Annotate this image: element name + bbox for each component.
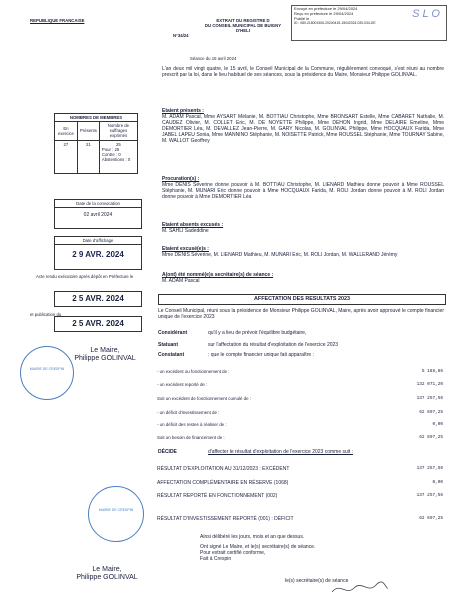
extract-line-3: D'HELI <box>236 28 250 34</box>
votes-total: 25 <box>116 141 121 147</box>
members-table-title: NOMBRES DE MEMBRES <box>55 114 138 122</box>
convocation-label: Date de la convocation <box>55 200 141 208</box>
considerant-text: qu'il y a lieu de prévoir l'équilibre budgétaire, <box>208 330 307 336</box>
statuant-text: sur l'affectation du résultat d'exploitation de l'exercice 2023 <box>208 342 339 348</box>
considerant-row <box>158 330 444 336</box>
result-value: 62 697,25 <box>419 410 443 415</box>
absent-text: Mme DENIS Séverine, M. LIENARD Mathieu, M. MUNARI Eric, M. ROLI Jordan, M. WALLERAND Jérémy <box>162 252 398 258</box>
affectation-title: AFFECTATION DES RESULTATS 2023 <box>254 296 350 302</box>
proxies-section <box>162 176 444 200</box>
final-value: 137 257,56 <box>416 466 443 471</box>
result-row-5 <box>157 422 443 427</box>
result-row-3 <box>157 396 443 401</box>
result-label: - un déficit des restes à réaliser de : <box>157 422 227 427</box>
posting-date: 2 9 AVR. 2024 <box>72 250 124 260</box>
town-seal-top <box>20 346 74 400</box>
mayor-name-bottom: Philippe GOLINVAL <box>76 574 138 582</box>
stamp-line-2: Reçu en préfecture le 29/04/2024 <box>294 10 354 16</box>
constatant-row <box>158 352 444 358</box>
present-list: M. ADAM Pascal, Mme AYSART Mélanie, M. BOTTIAU Christophe, Mme BRONSART Estelle, Mme CABARET Nathalie, M. CAUDEZ Olivier, M. COLLET Eric, M. DE NOYETTE Philippe, Mme DEHON Ingrid, Mme DELAIRE Emeline, Mme DEMORTIER Léa, M. DEVALLEZ Jean-Pierre, M. GARY Nicolas, M. GOLINVAL Philippe, Mme HOCQUAUX Farida, Mme JABEL LAPEU Sonia, Mme MANNINO Stéphanie, M. NOISETTE Patrick, Mme ROUSSEL Stéphanie, Mme TOURNAY Sabine, M. WALLOT Geoffrey <box>162 114 444 144</box>
result-label: Soit un excédent de fonctionnement cumulé de : <box>157 396 251 401</box>
executive-date: 2 5 AVR. 2024 <box>72 294 124 303</box>
result-value: 62 697,25 <box>419 435 443 440</box>
final-value: 0,00 <box>432 480 443 485</box>
closing-block <box>200 534 400 562</box>
stamp-line-3: Publié le <box>294 15 310 21</box>
intro-paragraph: L'an deux mil vingt quatre, le 15 avril, le Conseil Municipal de la Commune, régulièrement convoqué, s'est réuni au nombre prescrit par la loi, dans le lieu habituel de ses séances, sous la présidence du Maire, Monsieur Philippe GOLINVAL. <box>162 66 444 78</box>
decide-label: DÉCIDE <box>158 449 177 455</box>
final-row-1 <box>157 466 443 472</box>
publication-note: et publication du <box>30 312 62 317</box>
mayor-signature-top <box>70 347 140 364</box>
final-row-4 <box>157 516 443 522</box>
header-votes: Nombre de suffrages exprimés <box>99 122 137 140</box>
stamp-handwritten-mark: S L O <box>412 8 440 20</box>
considerant-label: Considérant <box>158 330 188 336</box>
absent-excused-text: M. SAHLI Sadeddine <box>162 228 209 234</box>
secretary-text: M. ADAM Pascal <box>162 278 200 284</box>
final-value: 137 257,56 <box>416 493 443 498</box>
statuant-label: Statuant <box>158 342 178 348</box>
signature-scribble <box>330 580 390 598</box>
result-value: 137 257,56 <box>416 396 443 401</box>
result-row-1 <box>157 369 443 374</box>
result-value: 0,00 <box>432 422 443 427</box>
extract-line-2: DU CONSEIL MUNICIPAL DE BUIGNY <box>204 23 282 29</box>
secretary-heading: A(ont) été nommé(e)s secrétaire(s) de séance : <box>162 272 274 278</box>
final-label: AFFECTATION COMPLÉMENTAIRE EN RÉSERVE (1068) <box>157 480 289 486</box>
session-date: Séance du 15 avril 2024 <box>190 56 237 61</box>
proxies-text: Mme DENIS Séverine donne pouvoir à M. BOTTIAU Christophe, M. LIENARD Mathieu donne pouvoir à Mme ROUSSEL Stéphanie, M. MUNARI Eric donne pouvoir à Mme HOCQUAUX Farida, M. ROLI Jordan donne pouvoir à M. ROLI Jordan donne pouvoir à Mme DEMORTIER Léa <box>162 182 444 200</box>
final-label: RÉSULTAT REPORTÉ EN FONCTIONNEMENT (002) <box>157 493 278 499</box>
result-label: - un déficit d'investissement de : <box>157 410 220 415</box>
final-label: RÉSULTAT D'EXPLOITATION AU 31/12/2023 : EXCÉDENT <box>157 466 290 472</box>
closing-line-3: Pour extrait certifié conforme, <box>200 550 266 556</box>
constatant-text: : que le compte financier unique fait apparaître : <box>208 352 314 358</box>
posting-label: Date d'affichage <box>55 237 141 245</box>
prefecture-receipt-stamp <box>291 5 447 41</box>
result-row-2 <box>157 382 443 387</box>
proxies-heading: Procuration(s) : <box>162 176 200 182</box>
absent-excused-section <box>162 222 444 234</box>
mayor-title-top: Le Maire, <box>90 347 120 354</box>
absent-section <box>162 246 444 258</box>
mayor-title-bottom: Le Maire, <box>92 566 122 573</box>
executive-note: Acte rendu exécutoire après dépôt en Préfecture le <box>36 274 134 279</box>
value-votes <box>99 140 137 173</box>
result-label: - un excédent reporté de : <box>157 382 208 387</box>
seal-top-text: MAIRIE DE CRESPIN <box>29 367 65 371</box>
mayor-signature-bottom <box>72 566 142 583</box>
secretary-section <box>162 272 444 284</box>
seal-bottom-text: MAIRIE DE CRESPIN <box>98 508 134 512</box>
affectation-body: Le Conseil Municipal, réuni sous la présidence de Monsieur Philippe GOLINVAL, Maire, après avoir approuvé le compte financier unique de l'exercice 2023 <box>158 308 444 320</box>
result-row-6 <box>157 435 443 440</box>
votes-abstain: Abstentions : 0 <box>101 157 131 163</box>
header-in-office: En exercice <box>55 122 78 140</box>
closing-line-1: Ainsi délibéré les jours, mois et an que dessus. <box>200 534 305 540</box>
value-present: 21 <box>77 140 99 173</box>
stamp-line-1: Envoyé en préfecture le 29/04/2024 <box>294 6 358 11</box>
convocation-date: 02 avril 2024 <box>83 212 113 219</box>
town-seal-bottom <box>88 486 144 542</box>
votes-against: Contre : 0 <box>101 151 121 157</box>
mayor-name-top: Philippe GOLINVAL <box>74 355 136 363</box>
header-present: Présents <box>77 122 99 140</box>
extract-line-1: EXTRAIT DU REGISTRE D <box>216 18 270 23</box>
result-value: 5 188,86 <box>421 369 443 374</box>
value-in-office: 27 <box>55 140 78 173</box>
closing-line-2: Ont signé Le Maire, et le(s) secrétaire(s) de séance. <box>200 544 316 550</box>
secretary-signature: le(s) secrétaire(s) de séance <box>285 578 349 584</box>
absent-heading: Etaient excusé(e)s : <box>162 246 209 252</box>
final-row-3 <box>157 493 443 499</box>
votes-for: Pour : 25 <box>101 146 120 152</box>
present-heading: Etaient présents : <box>162 108 204 114</box>
absent-excused-heading: Etaient absents excusés : <box>162 222 224 228</box>
decide-text: d'affecter le résultat d'exploitation de l'exercice 2023 comme suit : <box>208 449 354 455</box>
present-section <box>162 108 444 144</box>
constatant-label: Constatant <box>158 352 185 358</box>
statuant-row <box>158 342 444 348</box>
result-value: 132 071,20 <box>416 382 443 387</box>
publication-date: 2 5 AVR. 2024 <box>72 319 124 328</box>
posting-box <box>54 236 142 270</box>
decide-row <box>158 449 444 455</box>
result-label: - un excédent ou fonctionnement de : <box>157 369 230 374</box>
publication-date-box <box>54 316 142 332</box>
final-row-2 <box>157 480 443 486</box>
executive-date-box <box>54 291 142 307</box>
final-label: RÉSULTAT D'INVESTISSEMENT REPORTÉ (001) : DÉFICIT <box>157 516 294 522</box>
result-label: Soit un besoin de financement de : <box>157 435 225 440</box>
result-row-4 <box>157 410 443 415</box>
closing-line-4: Fait à Crespin <box>200 556 232 562</box>
members-table <box>54 113 138 174</box>
affectation-title-box <box>158 294 446 305</box>
extract-line-4: N°34/24 <box>173 33 189 39</box>
convocation-box <box>54 199 142 229</box>
stamp-line-4: ID : 080-218001506-20240415-15042024-DEL034-DE <box>294 21 376 26</box>
republic-heading: REPUBLIQUE FRANCAISE <box>30 18 85 23</box>
final-value: 62 697,25 <box>419 516 443 521</box>
